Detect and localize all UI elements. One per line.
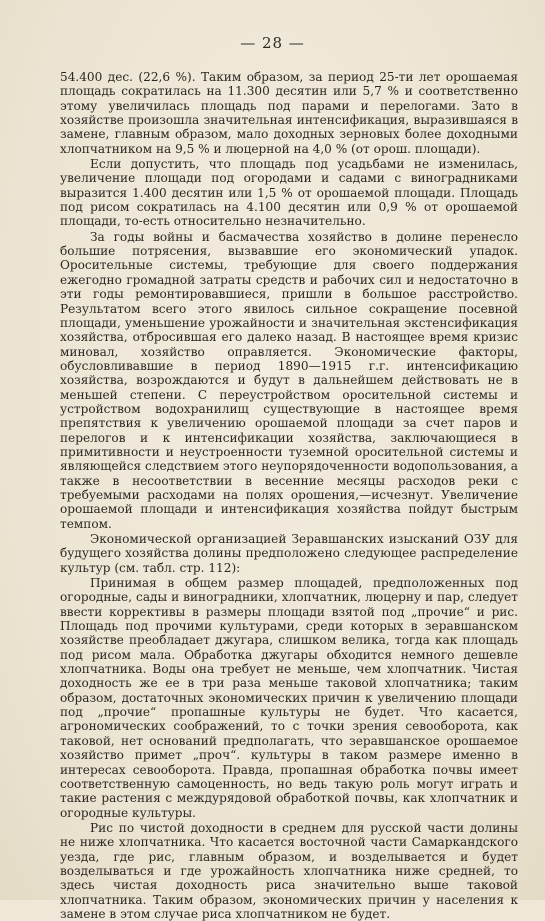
paragraph-6: Рис по чистой доходности в среднем для русской части долины не ниже хлопчатника. Что касается восточной части Самаркандского уезда, где рис, главным образом, и возделывается и будет возделываться и где урожайность хлопчатника ниже средней, то здесь чистая доходность риса значительно выше таковой хлопчатника. Таким образом, экономических причин у населения к замене в этом случае риса хлопчатником не будет. (60, 820, 518, 921)
page-number: — 28 — (240, 34, 305, 52)
paragraph-1: 54.400 дес. (22,6 %). Таким образом, за период 25-ти лет орошаемая площадь сократилась на 11.300 десятин или 5,7 % и соответственно этому увеличилась площадь под парами и перелогами. Зато в хозяйстве произошла значительная интенсификация, выразившаяся в замене, главным образом, мало доходных зерновых более доходными хлопчатником на 9,5 % и люцерной на 4,0 % (от орош. площади). (60, 70, 518, 156)
paragraph-2: Если допустить, что площадь под усадьбами не изменилась, увеличение площади под огородами и садами с виноградниками выразится 1.400 десятин или 1,5 % от орошаемой площади. Площадь под рисом сократилась на 4.100 десятин или 0,9 % от орошаемой площади, то-есть относительно незначительно. (60, 157, 518, 229)
paragraph-3: За годы войны и басмачества хозяйство в долине перенесло большие потрясения, вызвавшие его экономический упадок. Оросительные системы, требующие для своего поддержания ежегодно громадной затраты средств и рабочих сил и недостаточно в эти годы ремонтировавшиеся, пришли в большое расстройство. Результатом всего этого явилось сильное сокращение посевной площади, уменьшение урожайности и значительная экстенсификация хозяйства, отбросившая его далеко назад. В настоящее время кризис миновал, хозяйство оправляется. Экономические факторы, обусловливавшие в период 1890—1915 г.г. интенсификацию хозяйства, возрождаются и будут в дальнейшем действовать не в меньшей степени. С переустройством оросительной системы и устройством водохранилищ существующие в настоящее время препятствия к увеличению орошаемой площади за счет паров и перелогов и к интенсификации хозяйства, заключающиеся в примитивности и неустроенности туземной оросительной системы и являющейся следствием этого неупорядоченности водопользования, а также в несоответствии в весенние месяцы расходов реки с требуемыми расходами на полях орошения,—исчезнут. Увеличение орошаемой площади и интенсификация хозяйства пойдут быстрым темпом. (60, 229, 518, 531)
paragraph-5: Принимая в общем размер площадей, предположенных под огородные, сады и виноградники, хлопчатник, люцерну и пар, следует ввести коррективы в размеры площади взятой под „прочие“ и рис. Площадь под прочими культурами, среди которых в зеравшанском хозяйстве преобладает джугара, слишком велика, тогда как площадь под рисом мала. Обработка джугары обходится немного дешевле хлопчатника. Воды она требует не меньше, чем хлопчатник. Чистая доходность же ее в три раза меньше таковой хлопчатника; таким образом, достаточных экономических причин к увеличению площади под „прочие“ пропашные культуры не будет. Что касается, агрономических соображений, то с точки зрения севооборота, как таковой, нет оснований предполагать, что зеравшанское орошаемое хозяйство примет „проч“. культуры в таком размере именно в интересах севооборота. Правда, пропашная обработка почвы имеет соответственную самоценность, но ведь такую роль могут играть и такие растения с междурядовой обработкой почвы, как хлопчатник и огородные культуры. (60, 576, 518, 820)
paragraph-4: Экономической организацией Зеравшанских изысканий ОЗУ для будущего хозяйства долины предположено следующее распределение культур (см. табл. стр. 112): (60, 532, 518, 575)
body-text (60, 70, 518, 921)
